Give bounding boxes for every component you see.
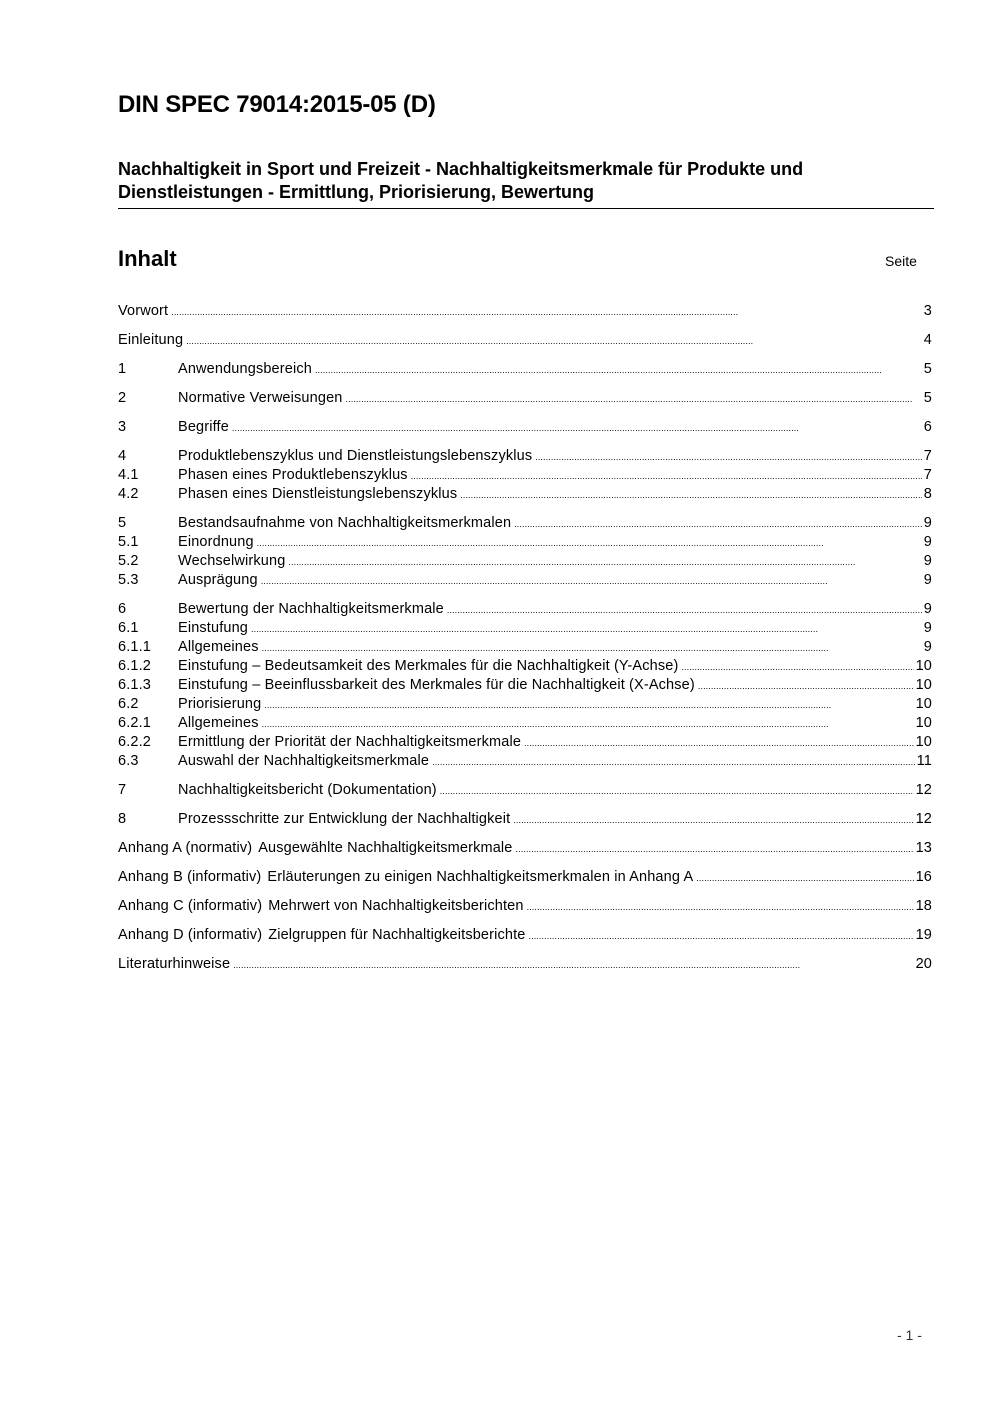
toc-dot-leader [288,552,921,572]
toc-dot-leader [315,360,922,380]
toc-dot-leader [232,418,922,438]
toc-entry-number: 4.2 [118,486,139,502]
toc-dot-leader [535,447,922,467]
toc-entry[interactable] [118,714,932,733]
toc-entry-number: 6.2.2 [118,734,151,750]
toc-group [118,331,932,350]
toc-group [118,302,932,321]
toc-entry-page: 3 [923,303,932,319]
toc-entry-title: Nachhaltigkeitsbericht (Dokumentation) [178,782,437,798]
toc-entry[interactable] [118,638,932,657]
toc-entry-title: Vorwort [118,303,169,319]
toc-entry[interactable] [118,571,932,590]
toc-entry-page: 8 [923,486,932,502]
toc-entry-page: 10 [915,658,932,674]
toc-group [118,868,932,887]
toc-group [118,389,932,408]
toc-dot-leader [411,466,922,486]
toc-entry[interactable] [118,533,932,552]
toc-group [118,839,932,858]
toc-entry[interactable] [118,302,932,321]
toc-entry[interactable] [118,839,932,858]
toc-entry-title: Anwendungsbereich [178,361,312,377]
toc-annex-label: Anhang D (informativ) [118,927,263,943]
toc-entry-title: Allgemeines [178,639,259,655]
toc-dot-leader [698,676,914,696]
toc-entry-number: 6.1.3 [118,677,151,693]
toc-entry-number: 6.2 [118,696,139,712]
toc-dot-leader [696,868,913,888]
toc-heading: Inhalt [118,246,177,271]
toc-entry[interactable] [118,657,932,676]
toc-entry[interactable] [118,466,932,485]
toc-entry-title: Einordnung [178,534,254,550]
toc-entry-page: 9 [923,572,932,588]
table-of-contents [118,302,932,984]
toc-dot-leader [524,733,914,753]
toc-entry[interactable] [118,447,932,466]
toc-group [118,955,932,974]
toc-entry-title: Wechselwirkung [178,553,286,569]
toc-entry-page: 6 [923,419,932,435]
toc-entry-number: 6.2.1 [118,715,151,731]
toc-entry-number: 7 [118,782,127,798]
toc-entry-page: 10 [915,696,932,712]
toc-entry[interactable] [118,868,932,887]
toc-entry-page: 7 [923,467,932,483]
toc-entry-page: 7 [923,448,932,464]
toc-entry-title: Einstufung – Bedeutsamkeit des Merkmales für die Nachhaltigkeit (Y-Achse) [178,658,679,674]
toc-entry-title: Zielgruppen für Nachhaltigkeitsberichte [268,927,526,943]
subtitle-line-1: Nachhaltigkeit in Sport und Freizeit - Nachhaltigkeitsmerkmale für Produkte und [118,159,804,179]
toc-entry-page: 16 [915,869,932,885]
toc-entry-number: 1 [118,361,127,377]
toc-dot-leader [251,619,922,639]
toc-dot-leader [257,533,922,553]
toc-entry-title: Ermittlung der Priorität der Nachhaltigkeitsmerkmale [178,734,522,750]
toc-group [118,514,932,590]
toc-entry[interactable] [118,733,932,752]
toc-entry-page: 11 [916,753,932,769]
toc-entry-title: Normative Verweisungen [178,390,343,406]
toc-entry[interactable] [118,897,932,916]
toc-dot-leader [186,331,922,351]
toc-entry-title: Prozessschritte zur Entwicklung der Nachhaltigkeit [178,811,511,827]
toc-entry-title: Einleitung [118,332,184,348]
toc-entry[interactable] [118,485,932,504]
toc-entry-title: Literaturhinweise [118,956,231,972]
toc-entry[interactable] [118,810,932,829]
toc-entry-title: Priorisierung [178,696,262,712]
toc-group [118,926,932,945]
toc-dot-leader [440,781,914,801]
toc-annex-label: Anhang A (normativ) [118,840,253,856]
toc-group [118,897,932,916]
toc-dot-leader [264,695,913,715]
subtitle-line-2: Dienstleistungen - Ermittlung, Priorisierung, Bewertung [118,182,595,202]
toc-annex-label: Anhang C (informativ) [118,898,263,914]
toc-dot-leader [262,714,914,734]
toc-entry-title: Bewertung der Nachhaltigkeitsmerkmale [178,601,444,617]
toc-page-column-label: Seite [885,253,917,269]
toc-entry[interactable] [118,926,932,945]
toc-entry-title: Auswahl der Nachhaltigkeitsmerkmale [178,753,430,769]
toc-entry-page: 9 [923,515,932,531]
toc-entry-title: Einstufung – Beeinflussbarkeit des Merkmales für die Nachhaltigkeit (X-Achse) [178,677,695,693]
toc-annex-label: Anhang B (informativ) [118,869,262,885]
toc-entry[interactable] [118,552,932,571]
toc-group [118,810,932,829]
toc-entry-page: 9 [923,534,932,550]
toc-dot-leader [514,514,922,534]
toc-dot-leader [527,897,914,917]
toc-entry[interactable] [118,752,932,771]
document-title: DIN SPEC 79014:2015-05 (D) [118,91,436,118]
toc-entry-title: Erläuterungen zu einigen Nachhaltigkeitsmerkmalen in Anhang A [267,869,694,885]
toc-entry-page: 19 [915,927,932,943]
toc-group [118,447,932,504]
toc-entry-number: 4 [118,448,127,464]
toc-entry-page: 9 [923,639,932,655]
toc-dot-leader [261,571,922,591]
toc-entry-page: 5 [923,390,932,406]
toc-entry[interactable] [118,600,932,619]
toc-entry-number: 5.3 [118,572,139,588]
toc-entry[interactable] [118,781,932,800]
toc-dot-leader [171,302,922,322]
toc-entry-number: 6 [118,601,127,617]
toc-dot-leader [346,389,922,409]
toc-entry-number: 5.2 [118,553,139,569]
toc-dot-leader [432,752,915,772]
toc-entry-title: Phasen eines Produktlebenszyklus [178,467,408,483]
toc-entry-page: 4 [923,332,932,348]
toc-entry-number: 5.1 [118,534,139,550]
toc-entry-page: 5 [923,361,932,377]
toc-entry-page: 12 [915,782,932,798]
toc-entry-page: 9 [923,601,932,617]
toc-entry-title: Einstufung [178,620,249,636]
toc-entry-number: 6.1 [118,620,139,636]
toc-entry-title: Bestandsaufnahme von Nachhaltigkeitsmerkmalen [178,515,512,531]
toc-dot-leader [233,955,913,975]
toc-entry-page: 13 [915,840,932,856]
toc-entry-number: 4.1 [118,467,139,483]
toc-entry-number: 6.1.2 [118,658,151,674]
toc-entry-title: Allgemeines [178,715,259,731]
toc-entry-number: 6.1.1 [118,639,151,655]
toc-entry-number: 2 [118,390,127,406]
toc-entry-page: 9 [923,553,932,569]
toc-group [118,418,932,437]
document-subtitle [118,158,934,209]
toc-entry-number: 8 [118,811,127,827]
toc-dot-leader [681,657,913,677]
toc-entry-page: 10 [915,734,932,750]
toc-entry[interactable] [118,514,932,533]
toc-entry-title: Ausgewählte Nachhaltigkeitsmerkmale [258,840,513,856]
toc-entry-title: Produktlebenszyklus und Dienstleistungslebenszyklus [178,448,533,464]
toc-entry[interactable] [118,389,932,408]
toc-entry-number: 5 [118,515,127,531]
toc-group [118,781,932,800]
toc-dot-leader [447,600,922,620]
toc-dot-leader [529,926,914,946]
toc-entry-title: Begriffe [178,419,229,435]
toc-entry[interactable] [118,331,932,350]
toc-dot-leader [460,485,922,505]
toc-entry[interactable] [118,418,932,437]
toc-entry[interactable] [118,360,932,379]
toc-entry-page: 12 [915,811,932,827]
toc-entry[interactable] [118,619,932,638]
toc-entry-number: 6.3 [118,753,139,769]
toc-dot-leader [516,839,914,859]
toc-entry-page: 18 [915,898,932,914]
toc-entry-title: Phasen eines Dienstleistungslebenszyklus [178,486,458,502]
toc-entry[interactable] [118,955,932,974]
toc-entry-page: 10 [915,715,932,731]
toc-dot-leader [513,810,913,830]
toc-entry-title: Ausprägung [178,572,258,588]
toc-entry-page: 9 [923,620,932,636]
toc-group [118,360,932,379]
toc-entry-title: Mehrwert von Nachhaltigkeitsberichten [268,898,524,914]
toc-entry-page: 10 [915,677,932,693]
toc-entry[interactable] [118,676,932,695]
toc-group [118,600,932,771]
toc-dot-leader [262,638,922,658]
toc-entry-page: 20 [915,956,932,972]
toc-entry-number: 3 [118,419,127,435]
toc-entry[interactable] [118,695,932,714]
page-number: - 1 - [897,1327,922,1343]
